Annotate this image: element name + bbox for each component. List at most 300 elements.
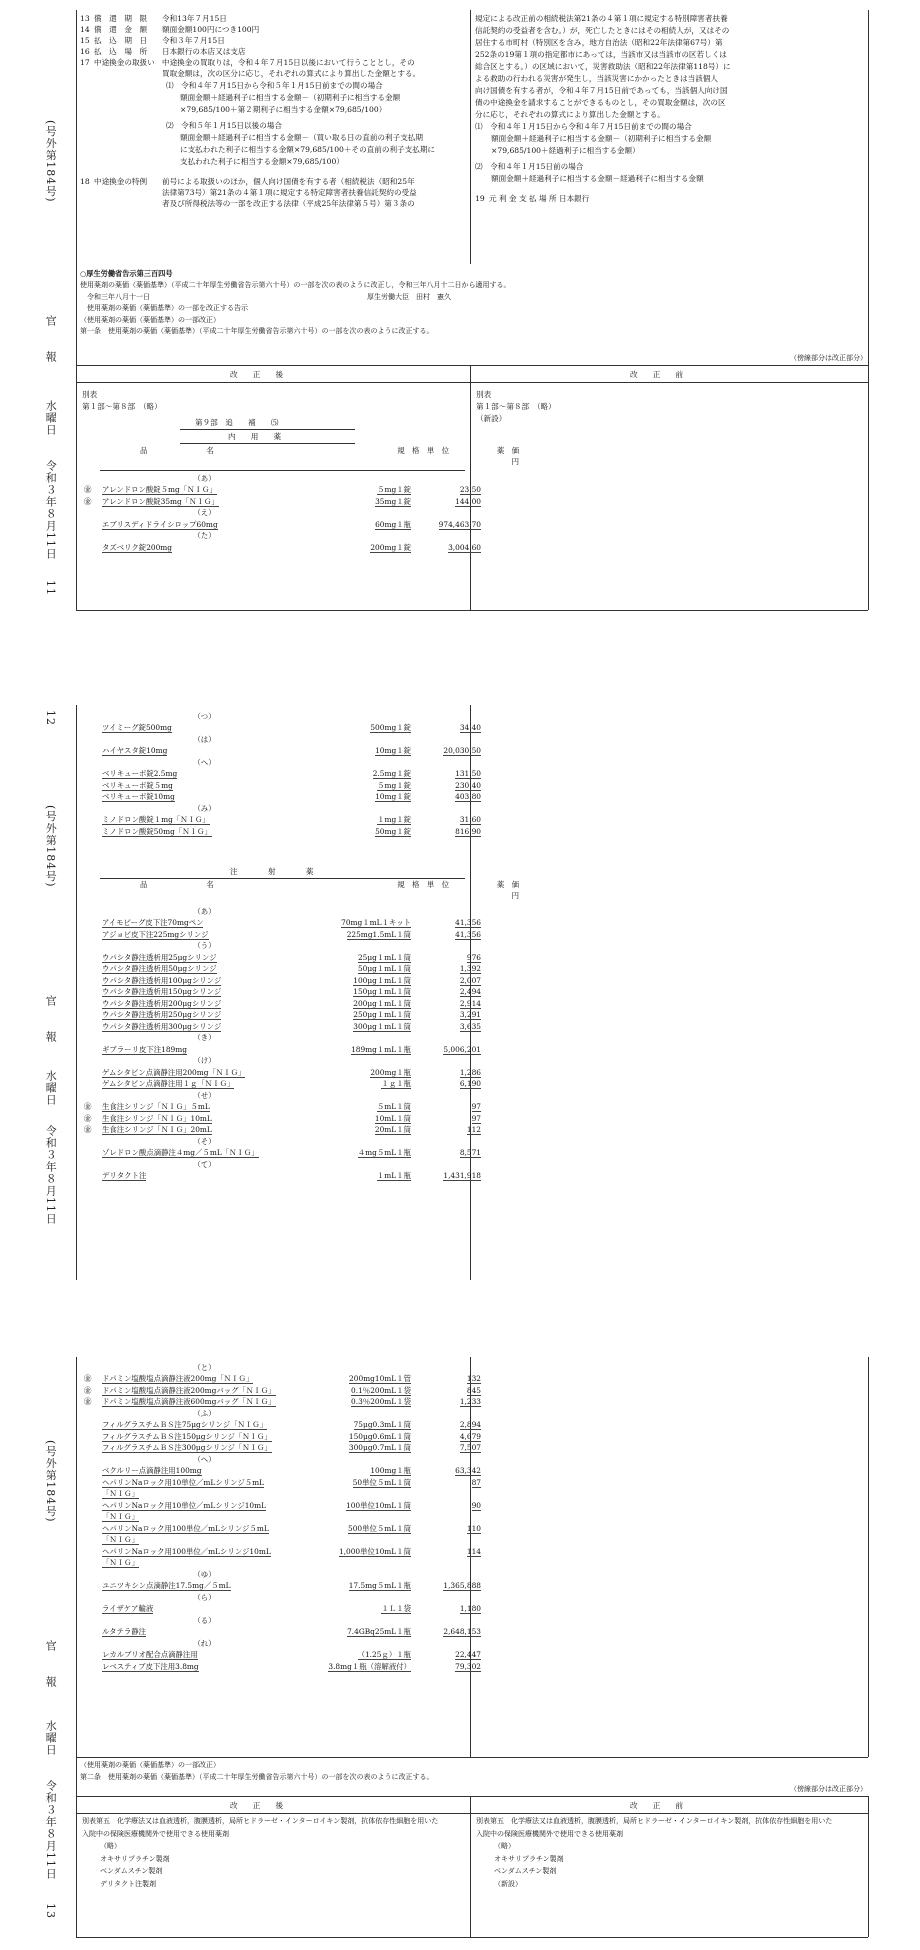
drug-name: フィルグラスチムＢＳ注150μgシリンジ「ＮＩＧ」 <box>102 1431 272 1441</box>
drug-price: 1,233 <box>459 1397 481 1407</box>
drug-spec: 200mg10mL１管 <box>349 1374 411 1384</box>
drug-name: ベリキューボ錠2.5mg <box>102 769 178 779</box>
body-line: ×79,685/100＋経過利子に相当する金額） <box>491 146 640 155</box>
drug-row <box>82 1078 483 1090</box>
margin-date: 令和３年８月11日 <box>44 460 58 560</box>
drug-row <box>82 1430 483 1442</box>
margin-paper: 官 報 <box>44 315 58 363</box>
drug-name: ツイミーグ錠500mg <box>102 723 172 733</box>
bond-item <box>80 36 465 47</box>
drug-row <box>82 1511 483 1523</box>
kana-heading-row <box>82 905 483 917</box>
drug-row <box>82 1396 483 1408</box>
drug-name: ゾレドロン酸点滴静注４mg／５mL「ＮＩＧ」 <box>102 1148 259 1158</box>
body-line: よる救助の行われる災害が発生し，当該災害にかかったときは当該個人 <box>475 74 718 83</box>
drug-name: 「ＮＩＧ」 <box>102 1512 139 1522</box>
body-line: 者及び所得税法等の一部を改正する法律（平成25年法律第５号）第３条の <box>162 199 415 208</box>
item-number: 18 <box>80 177 90 186</box>
amendment-line: （略） <box>494 1842 515 1850</box>
drug-spec: 150μg0.6mL１筒 <box>348 1431 411 1441</box>
page-11 <box>0 0 920 620</box>
item-number: 15 <box>80 36 90 45</box>
kana-heading-row <box>82 530 483 542</box>
drug-spec: ５mg１錠 <box>377 485 411 495</box>
drug-row <box>82 518 483 530</box>
kana-heading-row <box>82 756 483 768</box>
bond-items-right <box>475 14 865 203</box>
drug-spec: 25μg１mL１筒 <box>357 952 411 962</box>
drug-price: 4,679 <box>459 1431 481 1441</box>
body-line: 額面金額＋経過利子に相当する金額－経過利子に相当する金額 <box>491 174 704 183</box>
drug-spec: 100mg１瓶 <box>370 1466 411 1476</box>
generic-mark: ㊎ <box>84 1374 92 1384</box>
kana-heading: （と） <box>193 1362 216 1372</box>
margin-paper: 官 報 <box>44 1640 58 1688</box>
generic-mark <box>82 951 100 963</box>
drug-spec: 150μg１mL１筒 <box>353 987 411 997</box>
drug-row <box>82 1545 483 1557</box>
drug-name: レカルブリオ配合点滴静注用 <box>102 1650 198 1660</box>
drug-price: 97 <box>471 1102 481 1112</box>
item-label: 払 込 期 日 <box>94 36 148 45</box>
kana-heading: （ら） <box>193 1592 216 1602</box>
drug-row <box>82 495 483 507</box>
generic-mark: ㊎ <box>84 496 92 506</box>
drug-name: ベリキューボ錠10mg <box>102 792 175 802</box>
generic-mark: ㊎ <box>84 1113 92 1123</box>
generic-mark <box>82 1488 100 1500</box>
drug-price: 131.50 <box>455 769 481 779</box>
drug-price: 34.40 <box>459 723 481 733</box>
table-intro-right-3: （新設） <box>476 414 507 423</box>
drug-row <box>82 1112 483 1124</box>
drug-price: 2,648,153 <box>443 1627 481 1637</box>
kana-heading-row <box>82 1361 483 1373</box>
drug-price: 2,007 <box>459 975 481 985</box>
notice-line: 使用薬剤の薬価（薬価基準）の一部を改正する告示 <box>80 304 248 312</box>
drug-price: 87 <box>471 1477 481 1487</box>
amendment-line: デリタクト注製剤 <box>100 1879 156 1888</box>
margin-page-number: 13 <box>44 1903 58 1919</box>
kana-heading: （う） <box>193 941 216 951</box>
item-label: 償 還 金 額 <box>94 25 148 34</box>
generic-mark <box>82 1020 100 1032</box>
drug-price: 20,030.50 <box>443 746 481 756</box>
item-number: 13 <box>80 14 90 23</box>
drug-price: 1,392 <box>459 964 481 974</box>
item-number: 17 <box>80 58 90 67</box>
generic-mark <box>82 974 100 986</box>
generic-mark <box>82 791 100 803</box>
margin-date: 令和３年８月11日 <box>44 1125 58 1225</box>
amendment-before <box>476 1817 864 1892</box>
generic-mark <box>82 1147 100 1159</box>
col-after-header: 改 正 後 <box>230 370 284 379</box>
drug-name: ヘパリンNaロック用100単位／mLシリンジ10mL <box>102 1546 271 1556</box>
kana-heading: （て） <box>193 1159 216 1169</box>
body-line: 規定による改正前の相続税法第21条の４第１項に規定する特別障害者扶養 <box>475 14 728 23</box>
drug-spec: 200μg１mL１筒 <box>353 998 411 1008</box>
item-value: 中途換金の買取りは，令和４年７月15日以後において行うこととし，その <box>162 58 415 67</box>
drug-spec: １ｇ１瓶 <box>381 1079 411 1089</box>
drug-spec: 10mL１筒 <box>374 1113 411 1123</box>
drug-name: ヘパリンNaロック用10単位／mLシリンジ５mL <box>102 1477 265 1487</box>
drug-price: 63,342 <box>455 1466 481 1476</box>
body-line: ⑴ 令和４年１月15日から令和４年７月15日前までの間の場合 <box>475 122 692 131</box>
drug-row <box>82 825 483 837</box>
drug-spec: 225mg1.5mL１筒 <box>346 929 411 939</box>
bond-items-left <box>80 14 465 210</box>
drug-spec: ４mg５mL１瓶 <box>357 1148 411 1158</box>
generic-mark <box>82 1603 100 1615</box>
generic-mark <box>82 1465 100 1477</box>
generic-mark: ㊎ <box>84 485 92 495</box>
body-line: 支払われた利子に相当する金額×79,685/100） <box>180 157 344 166</box>
body-line: ×79,685/100＋第２期利子に相当する金額×79,685/100） <box>180 105 387 114</box>
drug-row <box>82 722 483 734</box>
kana-heading-row <box>82 1637 483 1649</box>
drug-name: ハイヤスタ錠10mg <box>102 746 168 756</box>
drug-name: 生食注シリンジ「ＮＩＧ」５mL <box>102 1102 210 1112</box>
drug-name: ドパミン塩酸塩点滴静注液600mgバッグ「ＮＩＧ」 <box>102 1397 276 1407</box>
drug-row <box>82 1373 483 1385</box>
margin-weekday: 水曜日 <box>44 1720 58 1756</box>
drug-row <box>82 928 483 940</box>
drug-price: 97 <box>471 1113 481 1123</box>
kana-heading-row <box>82 1591 483 1603</box>
drug-row <box>82 541 483 553</box>
drug-name: フィルグラスチムＢＳ注75μgシリンジ「ＮＩＧ」 <box>102 1420 268 1430</box>
amendment-line: （新設） <box>494 1879 522 1888</box>
generic-mark <box>82 825 100 837</box>
kana-heading-row <box>82 1407 483 1419</box>
body-line: 252条の19第１項の指定都市にあっては，当該市又は当該市の区若しくは <box>475 50 727 59</box>
generic-mark: ㊎ <box>84 1397 92 1407</box>
notice-body <box>80 281 860 339</box>
body-line: 額面金額＋経過利子に相当する金額－（初期利子に相当する金額 <box>491 134 712 143</box>
drug-row <box>82 1499 483 1511</box>
item-label: 中途換金の特例 <box>94 177 148 186</box>
margin-issue: (号外第184号) <box>44 805 58 888</box>
drug-spec: ５mg１錠 <box>377 780 411 790</box>
drug-spec: 200mg１瓶 <box>370 1067 411 1077</box>
bond-item <box>80 58 465 69</box>
margin-page-number: 12 <box>44 710 58 726</box>
drug-spec: 10mg１錠 <box>375 746 411 756</box>
body-line: ⑵ 令和４年１月15日前の場合 <box>475 162 584 171</box>
drug-spec: 0.3％200mL１袋 <box>351 1397 411 1407</box>
drug-name: ルタテラ静注 <box>102 1627 147 1637</box>
kana-heading: （せ） <box>193 1090 216 1100</box>
drug-price: 976 <box>466 952 481 962</box>
generic-mark <box>82 768 100 780</box>
generic-mark <box>82 745 100 757</box>
drug-name: ヘパリンNaロック用10単位／mLシリンジ10mL <box>102 1500 267 1510</box>
body-line: 額面金額＋経過利子に相当する金額－（買い取る日の直前の利子支払期 <box>180 133 423 142</box>
item-number: 19 <box>475 194 485 203</box>
drug-name: アイモビーグ皮下注70mgペン <box>102 918 204 928</box>
drug-spec: 100単位10mL１筒 <box>346 1500 411 1510</box>
drug-row <box>82 1124 483 1136</box>
drug-row <box>82 745 483 757</box>
drug-name: ウパシタ静注透析用250μgシリンジ <box>102 1010 222 1020</box>
generic-mark <box>82 814 100 826</box>
drug-row <box>82 1043 483 1055</box>
kana-heading: （け） <box>193 1056 216 1066</box>
drug-name: エブリスディドライシロップ60mg <box>102 519 218 529</box>
drug-price: 7,507 <box>459 1443 481 1453</box>
kana-heading: （れ） <box>193 1638 216 1648</box>
drug-row <box>82 1009 483 1021</box>
drug-name: 生食注シリンジ「ＮＩＧ」20mL <box>102 1125 212 1135</box>
amendment-note: （使用薬剤の薬価（薬価基準）の一部改正） <box>80 1761 220 1769</box>
item-value: 額面金額100円につき100円 <box>162 25 260 34</box>
drug-spec: １Ｌ１袋 <box>381 1604 411 1614</box>
drug-name: デリタクト注 <box>102 1171 147 1181</box>
drug-price: 114 <box>466 1546 481 1556</box>
margin-paper: 官 報 <box>44 995 58 1043</box>
amendment-line: 入院中の保険医療機関外で使用できる使用薬剤 <box>82 1829 229 1838</box>
drug-spec: 100μg１mL１筒 <box>353 975 411 985</box>
drug-spec: 60mg１瓶 <box>375 519 411 529</box>
notice-heading: ○厚生労働省告示第三百四号 <box>80 269 173 278</box>
generic-mark <box>82 1534 100 1546</box>
body-line: に支払われた利子に相当する金額×79,685/100＋その直前の利子支払期に <box>180 145 436 154</box>
drug-price: 31.60 <box>459 815 481 825</box>
amendment-line: 入院中の保険医療機関外で使用できる使用薬剤 <box>476 1829 623 1838</box>
drug-name: ヘパリンNaロック用100単位／mLシリンジ５mL <box>102 1523 269 1533</box>
drug-row <box>82 1603 483 1615</box>
drug-name: ウパシタ静注透析用150μgシリンジ <box>102 987 222 997</box>
drug-table-injection <box>82 905 483 1181</box>
amendment-line: ベンダムスチン製剤 <box>494 1867 557 1875</box>
generic-mark <box>82 1545 100 1557</box>
bond-item <box>80 14 465 25</box>
kana-heading: （た） <box>193 531 216 541</box>
drug-price: 22,447 <box>455 1650 481 1660</box>
kana-heading-row <box>82 1614 483 1626</box>
drug-name: ゲムシタビン点滴静注用１ｇ「ＮＩＧ」 <box>102 1079 235 1089</box>
drug-row <box>82 1066 483 1078</box>
col-after-header: 改 正 後 <box>230 1801 284 1810</box>
drug-price: 816.90 <box>455 826 481 836</box>
drug-spec: ５mL１筒 <box>376 1102 411 1112</box>
drug-spec: 300μg１mL１筒 <box>353 1021 411 1031</box>
bond-item <box>80 47 465 58</box>
drug-spec: 7.4GBq25mL１瓶 <box>347 1627 411 1637</box>
drug-price: 8,571 <box>459 1148 481 1158</box>
drug-spec: 1,000単位10mL１筒 <box>338 1546 411 1556</box>
drug-price: 230.40 <box>455 780 481 790</box>
amendment-line: 別表第五 化学療法又は血液透析，腹膜透析，局所ヒドラーゼ・インターロイキン製剤，抗体依存性細胞を用いた <box>82 1817 439 1825</box>
drug-table-injection-cont <box>82 1361 483 1672</box>
drug-price: 1,286 <box>459 1067 481 1077</box>
kana-heading: （あ） <box>193 473 216 483</box>
amendment-line: オキサリプラチン製剤 <box>100 1854 170 1863</box>
kana-heading: （は） <box>193 734 216 744</box>
drug-name: 「ＮＩＧ」 <box>102 1489 139 1499</box>
drug-row <box>82 1020 483 1032</box>
body-line: 向け国債を有する者が，令和４年７月15日前であっても，当該個人向け国 <box>475 86 728 95</box>
section-title: 第９部 追 補 ⑸ <box>195 418 279 427</box>
drug-name: ウパシタ静注透析用300μgシリンジ <box>102 1021 222 1031</box>
drug-row <box>82 484 483 496</box>
drug-row <box>82 1488 483 1500</box>
drug-spec: 10mg１錠 <box>375 792 411 802</box>
drug-table-oral <box>82 710 483 837</box>
generic-mark <box>82 1009 100 1021</box>
body-line: ⑵ 令和５年１月15日以後の場合 <box>166 121 282 130</box>
drug-spec: １mL１瓶 <box>376 1171 411 1181</box>
drug-price: 2,494 <box>459 987 481 997</box>
item-number: 14 <box>80 25 90 34</box>
drug-price: 5,006,201 <box>443 1044 481 1054</box>
drug-spec: 3.8mg１瓶（溶解液付） <box>328 1661 411 1671</box>
kana-heading: （あ） <box>193 906 216 916</box>
item-value: 令和３年７月15日 <box>162 36 225 45</box>
generic-mark <box>82 1499 100 1511</box>
margin-weekday: 水曜日 <box>44 1070 58 1106</box>
drug-name: ウパシタ静注透析用25μgシリンジ <box>102 952 217 962</box>
kana-heading-row <box>82 733 483 745</box>
generic-mark <box>82 963 100 975</box>
generic-mark: ㊎ <box>84 1385 92 1395</box>
bond-item <box>80 25 465 36</box>
drug-row <box>82 1442 483 1454</box>
drug-price: 112 <box>466 1125 481 1135</box>
amendment-line: 別表第五 化学療法又は血液透析，腹膜透析，局所ヒドラーゼ・インターロイキン製剤，抗体依存性細胞を用いた <box>476 1817 833 1825</box>
item-value: 日本銀行 <box>559 194 590 203</box>
drug-spec: 20mL１筒 <box>374 1125 411 1135</box>
generic-mark <box>82 1170 100 1182</box>
drug-price: 79,302 <box>455 1661 481 1671</box>
kana-heading-row <box>82 1568 483 1580</box>
notice-line: 令和三年八月十一日 厚生労働大臣 田村 憲久 <box>80 292 451 301</box>
drug-name: アレンドロン酸錠35mg「ＮＩＧ」 <box>102 496 219 506</box>
drug-price: 845 <box>466 1385 481 1395</box>
drug-spec: 50mg１錠 <box>375 826 411 836</box>
drug-row <box>82 1580 483 1592</box>
drug-spec: 17.5mg５mL１瓶 <box>348 1581 411 1591</box>
drug-name: ベクルリー点滴静注用100mg <box>102 1466 202 1476</box>
change-note: （傍線部分は改正部分） <box>790 1785 867 1793</box>
item-value: 日本銀行の本店又は支店 <box>162 47 246 56</box>
drug-row <box>82 1522 483 1534</box>
drug-name: ドパミン塩酸塩点滴静注液200mg「ＮＩＧ」 <box>102 1374 254 1384</box>
kana-heading: （え） <box>193 508 216 518</box>
generic-mark <box>82 928 100 940</box>
kana-heading: （そ） <box>193 1136 216 1146</box>
generic-mark: ㊎ <box>84 1125 92 1135</box>
drug-name: ミノドロン酸錠１mg「ＮＩＧ」 <box>102 815 210 825</box>
drug-name: アレンドロン酸錠５mg「ＮＩＧ」 <box>102 485 217 495</box>
body-line: 信託契約の受益者を含む。）が，死亡したときにはその相続人が，又はその <box>475 26 730 35</box>
drug-name: ウパシタ静注透析用100μgシリンジ <box>102 975 222 985</box>
generic-mark <box>82 1066 100 1078</box>
generic-mark <box>82 1580 100 1592</box>
subsection-title-injection: 注 射 薬 <box>230 867 314 876</box>
drug-row <box>82 917 483 929</box>
drug-price: 41,356 <box>455 929 481 939</box>
body-line: 法律第73号）第21条の４第１項に規定する特定障害者扶養信託契約の受益 <box>162 188 417 197</box>
body-line: 前号による取扱いのほか，個人向け国債を有する者（相続税法（昭和25年 <box>162 177 415 186</box>
body-line: 額面金額＋経過利子に相当する金額－（初期利子に相当する金額 <box>180 93 401 102</box>
drug-row <box>82 1384 483 1396</box>
drug-price: 3,004.60 <box>448 542 481 552</box>
generic-mark <box>82 986 100 998</box>
generic-mark <box>82 1660 100 1672</box>
drug-row <box>82 997 483 1009</box>
amendment-line: （略） <box>100 1842 121 1850</box>
body-line: 居住する市町村（特別区を含み，地方自治法（昭和22年法律第67号）第 <box>475 38 723 47</box>
drug-price: 2,894 <box>459 1420 481 1430</box>
generic-mark <box>82 917 100 929</box>
drug-spec: 300μg0.7mL１筒 <box>348 1443 411 1453</box>
notice-line: 第一条 使用薬剤の薬価（薬価基準）（平成二十年厚生労働省告示第六十号）の一部を次の表のように改正する。 <box>80 327 434 335</box>
drug-row <box>82 1147 483 1159</box>
page-12 <box>0 695 920 1285</box>
generic-mark <box>82 1430 100 1442</box>
kana-heading-row <box>82 1135 483 1147</box>
table-intro-left-1: 別表 <box>82 390 98 399</box>
margin-issue: (号外第184号) <box>44 120 58 203</box>
amendment-after <box>82 1817 467 1892</box>
drug-row <box>82 974 483 986</box>
drug-name: ゲムシタビン点滴静注用200mg「ＮＩＧ」 <box>102 1067 246 1077</box>
drug-price: 3,635 <box>459 1021 481 1031</box>
item-label: 払 込 場 所 <box>94 47 148 56</box>
generic-mark <box>82 1649 100 1661</box>
margin-date: 令和３年８月11日 <box>44 1780 58 1880</box>
kana-heading: （へ） <box>193 757 216 767</box>
kana-heading-row <box>82 710 483 722</box>
drug-name: 「ＮＩＧ」 <box>102 1558 139 1568</box>
kana-heading-row <box>82 1055 483 1067</box>
drug-row <box>82 1419 483 1431</box>
bond-item-18 <box>80 177 465 210</box>
drug-name: ウパシタ静注透析用200μgシリンジ <box>102 998 222 1008</box>
col-before-header: 改 正 前 <box>630 370 684 379</box>
drug-spec: 35mg１錠 <box>375 496 411 506</box>
body-line: 債の中途換金を請求することができるものとし，その買取金額は，次の区 <box>475 98 726 107</box>
bond-item-19 <box>475 194 865 203</box>
drug-row <box>82 779 483 791</box>
drug-spec: 70mg１mL１キット <box>341 918 411 928</box>
drug-name: ウパシタ静注透析用50μgシリンジ <box>102 964 217 974</box>
drug-name: 「ＮＩＧ」 <box>102 1535 139 1545</box>
item-label: 中途換金の取扱い <box>94 58 155 67</box>
drug-spec: 189mg１mL１瓶 <box>351 1044 411 1054</box>
kana-heading-row <box>82 1032 483 1044</box>
page-13 <box>0 1355 920 1945</box>
margin-issue: (号外第184号) <box>44 1440 58 1523</box>
margin-weekday: 水曜日 <box>44 400 58 436</box>
notice-line: 使用薬剤の薬価（薬価基準）（平成二十年厚生労働省告示第六十号）の一部を次の表のように改正し，令和三年八月十二日から適用する。 <box>80 281 511 289</box>
generic-mark <box>82 541 100 553</box>
table-intro-left-2: 第１部～第８部 （略） <box>82 402 162 411</box>
drug-row <box>82 1660 483 1672</box>
kana-heading-row <box>82 1089 483 1101</box>
drug-row <box>82 1465 483 1477</box>
amendment-line: ベンダムスチン製剤 <box>100 1867 163 1875</box>
subsection-title: 内 用 薬 <box>228 432 282 441</box>
drug-spec: 50μg１mL１筒 <box>357 964 411 974</box>
drug-name: ユニツキシン点滴静注17.5mg／５mL <box>102 1581 231 1591</box>
kana-heading: （き） <box>193 1033 216 1043</box>
drug-row <box>82 768 483 780</box>
drug-price: 90 <box>471 1500 481 1510</box>
drug-table-header: 品 名 規 格 単 位 薬 価 円 <box>140 445 519 467</box>
